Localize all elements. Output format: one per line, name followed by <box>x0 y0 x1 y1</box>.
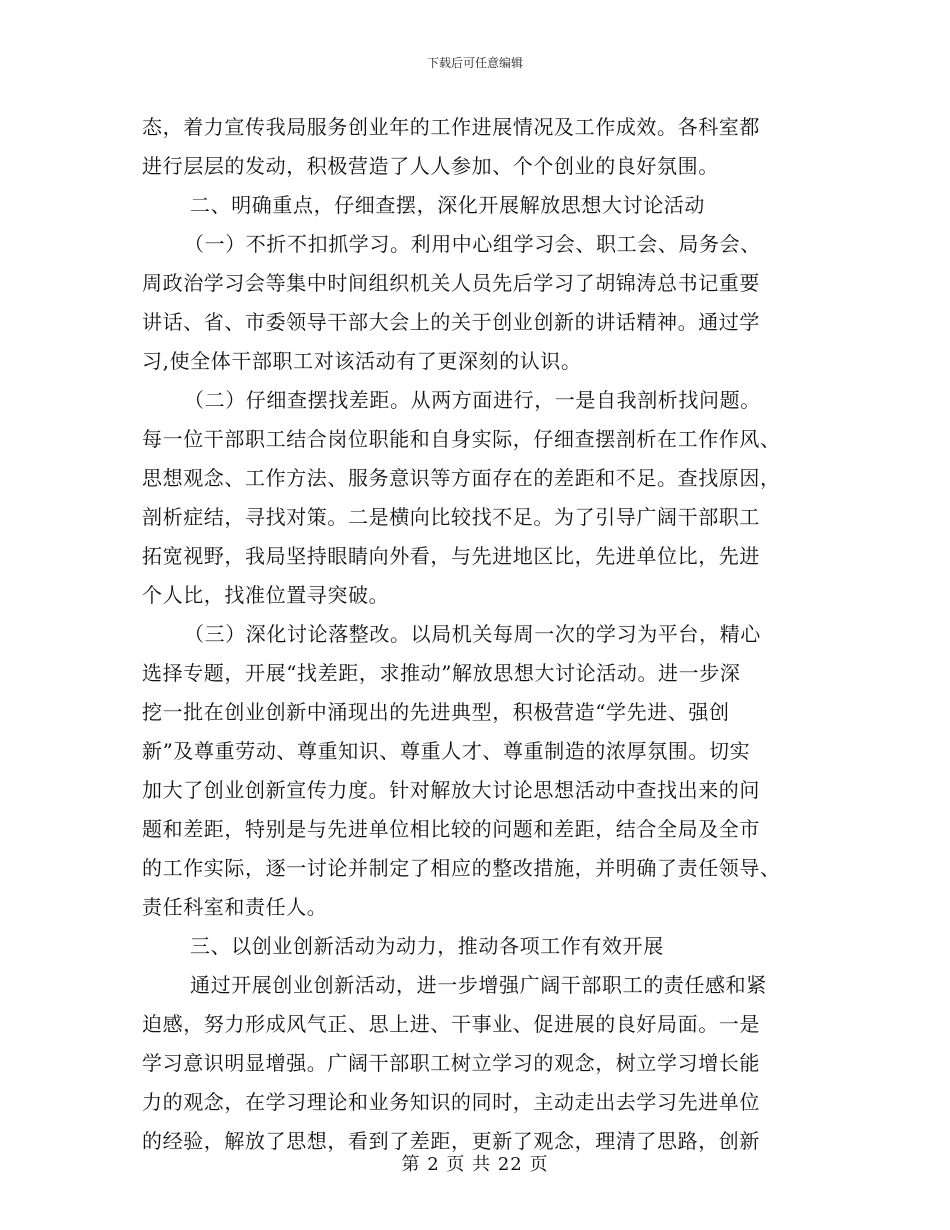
text-line: （一）不折不扣抓学习。利用中心组学习会、职工会、局务会、 <box>184 232 761 256</box>
text-line: 挖一批在创业创新中涌现出的先进典型，积极营造“学先进、强创 <box>142 700 730 724</box>
text-line: 的工作实际，逐一讨论并制定了相应的整改措施，并明确了责任领导、 <box>142 856 781 880</box>
text-line: 的经验，解放了思想，看到了差距，更新了观念，理清了思路，创新 <box>142 1129 760 1153</box>
text-line: 选择专题，开展“找差距，求推动”解放思想大讨论活动。进一步深 <box>142 661 741 685</box>
text-line: 新”及尊重劳动、尊重知识、尊重人才、尊重制造的浓厚氛围。切实 <box>142 739 751 763</box>
text-line: 拓宽视野，我局坚持眼睛向外看，与先进地区比，先进单位比，先进 <box>142 544 760 568</box>
text-line: 个人比，找准位置寻突破。 <box>142 583 390 607</box>
page-number: 第 2 页 共 22 页 <box>401 1154 549 1175</box>
text-line: （三）深化讨论落整改。以局机关每周一次的学习为平台，精心 <box>184 622 761 646</box>
text-line: 进行层层的发动，积极营造了人人参加、个个创业的良好氛围。 <box>142 154 719 178</box>
text-line: 学习意识明显增强。广阔干部职工树立学习的观念，树立学习增长能 <box>142 1051 760 1075</box>
section-heading: 二、明确重点，仔细查摆，深化开展解放思想大讨论活动 <box>190 193 705 217</box>
text-line: 习,使全体干部职工对该活动有了更深刻的认识。 <box>142 349 582 373</box>
text-line: 剖析症结，寻找对策。二是横向比较找不足。为了引导广阔干部职工 <box>142 505 760 529</box>
text-line: 思想观念、工作方法、服务意识等方面存在的差距和不足。查找原因， <box>142 466 781 490</box>
text-line: 态，着力宣传我局服务创业年的工作进展情况及工作成效。各科室都 <box>142 115 760 139</box>
page-header: 下载后可任意编辑 <box>426 56 523 70</box>
text-line: （二）仔细查摆找差距。从两方面进行，一是自我剖析找问题。 <box>184 388 761 412</box>
text-line: 责任科室和责任人。 <box>142 895 328 919</box>
text-line: 题和差距，特别是与先进单位相比较的问题和差距，结合全局及全市 <box>142 817 760 841</box>
text-line: 力的观念，在学习理论和业务知识的同时，主动走出去学习先进单位 <box>142 1090 760 1114</box>
text-line: 迫感，努力形成风气正、思上进、干事业、促进展的良好局面。一是 <box>142 1012 760 1036</box>
text-line: 讲话、省、市委领导干部大会上的关于创业创新的讲话精神。通过学 <box>142 310 760 334</box>
text-line: 通过开展创业创新活动，进一步增强广阔干部职工的责任感和紧 <box>190 973 767 997</box>
text-line: 每一位干部职工结合岗位职能和自身实际，仔细查摆剖析在工作作风、 <box>142 427 781 451</box>
text-line: 周政治学习会等集中时间组织机关人员先后学习了胡锦涛总书记重要 <box>142 271 760 295</box>
document-body <box>142 108 802 1161</box>
section-heading: 三、以创业创新活动为动力，推动各项工作有效开展 <box>190 934 664 958</box>
text-line: 加大了创业创新宣传力度。针对解放大讨论思想活动中查找出来的问 <box>142 778 760 802</box>
